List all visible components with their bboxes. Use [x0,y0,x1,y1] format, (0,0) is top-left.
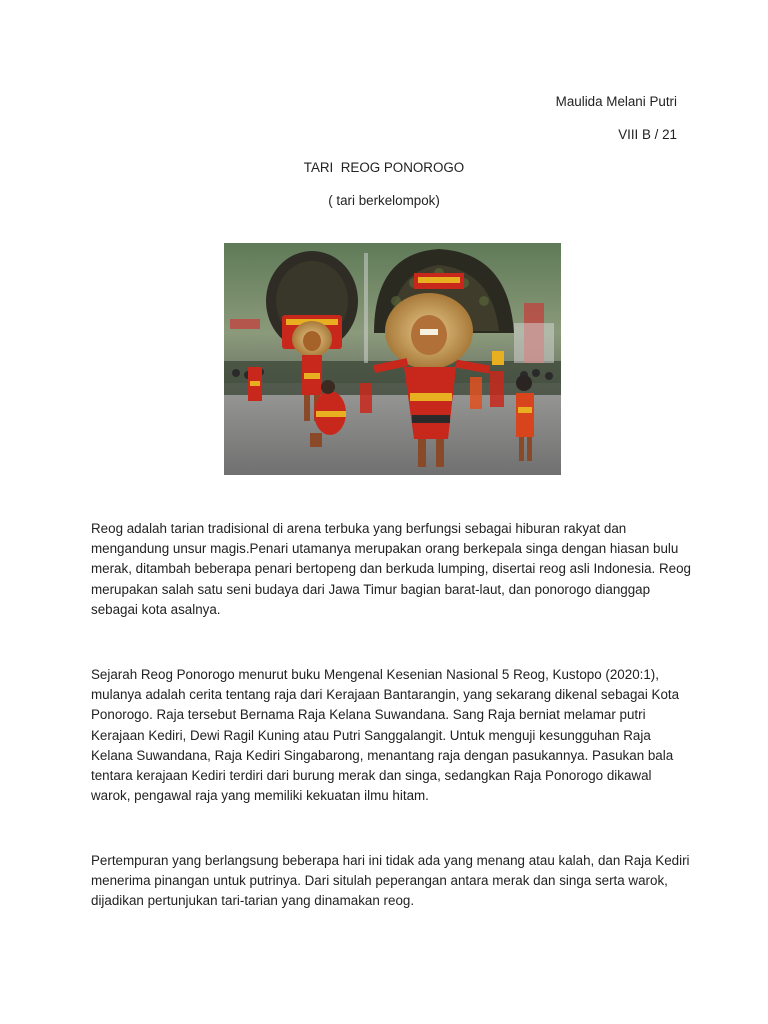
document-title: TARI REOG PONOROGO [303,160,465,175]
class-id: VIII B / 21 [618,127,677,142]
document-subtitle: ( tari berkelompok) [328,193,440,208]
paragraph-intro: Reog adalah tarian tradisional di arena terbuka yang berfungsi sebagai hiburan rakyat dan mengandung unsur magis.Penari utamanya merupakan orang berkepala singa dengan hiasan bulu merak, ditambah beberapa penari bertopeng dan berkuda lumping, disertai reog asli Indonesia. Reog merupakan salah satu seni budaya dari Jawa Timur bagian barat-laut, dan ponorogo dianggap sebagai kota asalnya. [91,521,691,617]
paragraph-history: Sejarah Reog Ponorogo menurut buku Mengenal Kesenian Nasional 5 Reog, Kustopo (2020:1), mulanya adalah cerita tentang raja dari Kerajaan Bantarangin, yang sekarang dikenal sebagai Kota Ponorogo. Raja tersebut Bernama Raja Kelana Suwandana. Sang Raja berniat melamar putri Kerajaan Kediri, Dewi Ragil Kuning atau Putri Sanggalangit. Untuk menguji kesungguhan Raja Kelana Suwandana, Raja Kediri Singabarong, menantang raja dengan pasukannya. Pasukan bala tentara kerajaan Kediri terdiri dari burung merak dan singa, sedangkan Raja Ponorogo dikawal warok, pengawal raja yang memiliki kekuatan ilmu hitam. [91,667,680,804]
reog-performance-photo [224,243,561,475]
author-name: Maulida Melani Putri [555,94,677,109]
paragraph-battle: Pertempuran yang berlangsung beberapa hari ini tidak ada yang menang atau kalah, dan Raja Kediri menerima pinangan untuk putrinya. Dari situlah peperangan antara merak dan singa serta warok, dijadikan pertunjukan tari-tarian yang dinamakan reog. [91,853,690,909]
